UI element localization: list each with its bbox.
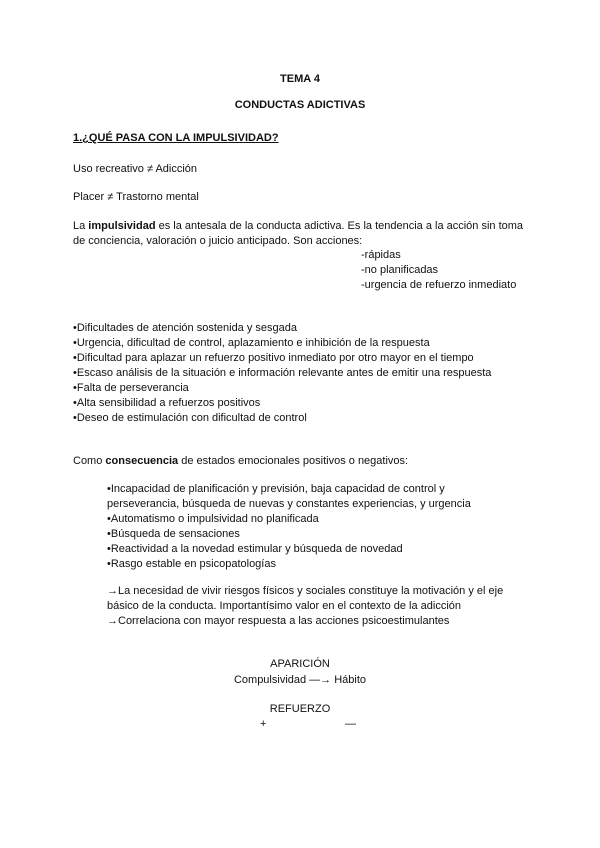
list-item: • Falta de perseverancia — [73, 381, 491, 396]
definition-paragraph — [73, 219, 533, 249]
consequence-pre: Como — [73, 455, 106, 467]
list-item: • Reactividad a la novedad estimular y búsqueda de novedad — [107, 542, 487, 557]
contrast-line: Placer ≠ Trastorno mental — [73, 191, 199, 203]
definition-pre: La — [73, 220, 89, 232]
list-item: • Automatismo o impulsividad no planificada — [107, 512, 487, 527]
tema-number: TEMA 4 — [280, 73, 320, 85]
diagram-minus: — — [345, 718, 356, 730]
contrast-line: Uso recreativo ≠ Adicción — [73, 163, 198, 175]
arrow-note: →La necesidad de vivir riesgos físicos y sociales constituye la motivación y el eje básico de la conducta. Importantísimo valor en el contexto de la adicción — [107, 585, 504, 612]
list-item: • Escaso análisis de la situación e información relevante antes de emitir una respuesta — [73, 366, 491, 381]
list-item: • Alta sensibilidad a refuerzos positivos — [73, 396, 491, 411]
list-item: • Búsqueda de sensaciones — [107, 527, 487, 542]
action-item: -no planificadas — [361, 264, 439, 276]
list-item: • Deseo de estimulación con dificultad de control — [73, 411, 491, 426]
definition-keyword: impulsividad — [88, 220, 156, 232]
consequence-intro — [73, 454, 408, 469]
action-item: -urgencia de refuerzo inmediato — [361, 279, 517, 291]
diagram-aparicion: APARICIÓN — [270, 658, 330, 670]
action-item: -rápidas — [361, 249, 401, 261]
list-item: • Rasgo estable en psicopatologías — [107, 557, 487, 572]
consequence-keyword: consecuencia — [105, 455, 179, 467]
diagram-plus: + — [260, 718, 267, 730]
consequence-bullets — [107, 482, 487, 572]
list-item: • Urgencia, dificultad de control, aplazamiento e inhibición de la respuesta — [73, 336, 491, 351]
impulsivity-bullets — [73, 321, 491, 426]
list-item: • Dificultad para aplazar un refuerzo positivo inmediato por otro mayor en el tiempo — [73, 351, 491, 366]
section-heading: 1.¿QUÉ PASA CON LA IMPULSIVIDAD? — [73, 132, 279, 144]
page-title: CONDUCTAS ADICTIVAS — [234, 99, 366, 111]
diagram-refuerzo: REFUERZO — [269, 703, 331, 715]
diagram-flow: Compulsividad —→ Hábito — [233, 674, 367, 686]
list-item: • Dificultades de atención sostenida y sesgada — [73, 321, 491, 336]
actions-list — [361, 248, 516, 293]
consequence-post: de estados emocionales positivos o negativos: — [178, 455, 409, 467]
list-item: • Incapacidad de planificación y previsión, baja capacidad de control y perseverancia, búsqueda de nuevas y constantes experiencias, y urgencia — [107, 482, 487, 512]
definition-post: es la antesala de la conducta adictiva. Es la tendencia a la acción sin toma de conciencia, valoración o juicio anticipado. Son acciones: — [73, 220, 524, 247]
arrow-note: →Correlaciona con mayor respuesta a las acciones psicoestimulantes — [107, 615, 450, 627]
